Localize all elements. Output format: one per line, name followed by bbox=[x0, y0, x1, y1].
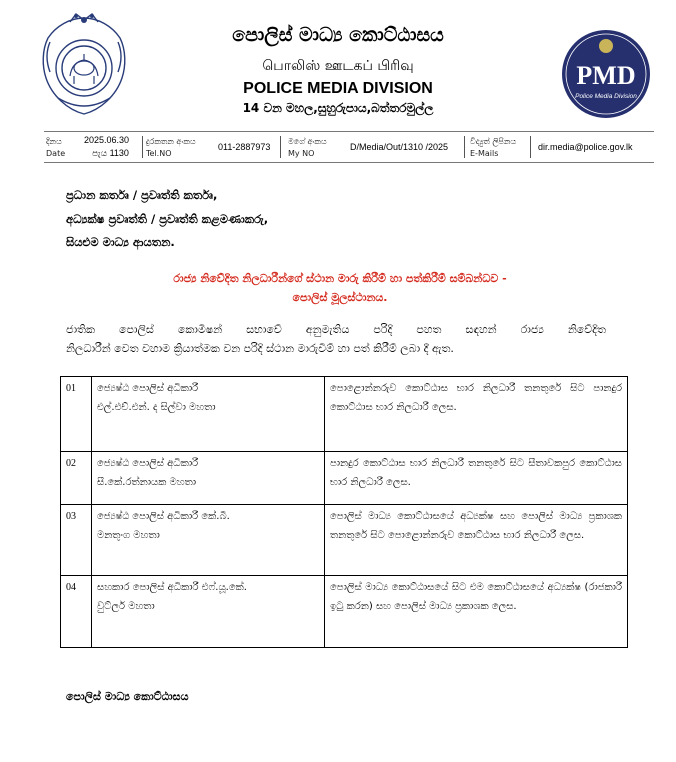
addressee-line: සියළුම මාධ්‍ය ආයතන. bbox=[66, 235, 175, 249]
date-value: 2025.06.30 bbox=[84, 135, 130, 145]
officer-cell bbox=[92, 505, 325, 576]
officer-name: එල්.එච්.එන්. ද සිල්වා මහතා bbox=[97, 402, 216, 413]
divider bbox=[142, 136, 143, 158]
divider bbox=[530, 136, 531, 158]
my-no-label-en: My NO bbox=[288, 149, 315, 158]
email-value: dir.media@police.gov.lk bbox=[538, 142, 633, 152]
signature-block: පොලිස් මාධ්‍ය කොට්ඨාසය bbox=[66, 690, 189, 703]
officer-cell bbox=[92, 452, 325, 505]
divider bbox=[464, 136, 465, 158]
subject-line: පොලිස් මූලස්ථානය. bbox=[292, 291, 388, 304]
officer-rank: ජ්‍යෙෂ්ඨ පොලිස් අධිකාරී කේ.බී. bbox=[97, 511, 230, 522]
officer-name: සී.කේ.රත්නායක මහතා bbox=[97, 477, 197, 488]
body-line: නිලධාරීන් වෙත වහාම ක්‍රියාත්මක වන පරිදි ස්ථාන මාරුවීම් හා පත් කිරීම් ලබා දී ඇත. bbox=[66, 342, 454, 355]
tel-label-en: Tel.NO bbox=[146, 149, 172, 158]
addressee-line: අධ්‍යක්ෂ ප්‍රවෘත්ති / ප්‍රවෘත්ති කළමණාකරු, bbox=[66, 212, 269, 226]
destination-cell: පොලිස් මාධ්‍ය කොට්ඨාසයේ සිට එම කොට්ඨාසයේ අධ්‍යක්ෂ (රාජකාරී ඉටු කරන) සහ පොලිස් මාධ්‍ය ප්‍රකාශක ලෙස. bbox=[325, 576, 628, 648]
date-label-en: Date bbox=[46, 149, 66, 158]
officer-name: මනතුංග මහතා bbox=[97, 530, 160, 541]
officer-rank: ජ්‍යෙෂ්ඨ පොලිස් අධිකාරී bbox=[97, 458, 199, 469]
table-row bbox=[61, 576, 628, 648]
table-row bbox=[61, 505, 628, 576]
body-line: ජාතික පොලිස් කොමිෂන් සභාවේ අනුමැතිය පරිදි පහත සඳහන් රාජ්‍ය නිවේදිත bbox=[66, 323, 606, 336]
destination-cell: පොලිස් මාධ්‍ය කොට්ඨාසයේ අධ්‍යක්ෂ සහ පොලිස් මාධ්‍ය ප්‍රකාශක තනතුරේ සිට පොළොන්නරුව කොට්ඨාස භාර නිලධාරී ලෙස. bbox=[325, 505, 628, 576]
tel-label-si: දුරකතන අංකය bbox=[146, 137, 196, 146]
row-number: 03 bbox=[61, 505, 92, 576]
tel-value: 011-2887973 bbox=[218, 142, 271, 152]
subject-line: රාජ්‍ය නිවේදිත නිලධාරීන්ගේ ස්ථාන මාරු කිරීම් හා පත්කිරීම් සම්බන්ධව - bbox=[173, 272, 507, 285]
title-tamil: பொலிஸ் ஊடகப் பிரிவு bbox=[262, 58, 414, 74]
time-value: පැය 1130 bbox=[92, 148, 129, 158]
addressee-line: ප්‍රධාන කර්තෘ / ප්‍රවෘත්ති කර්තෘ, bbox=[66, 188, 218, 202]
officer-cell bbox=[92, 377, 325, 452]
title-english: POLICE MEDIA DIVISION bbox=[243, 80, 433, 97]
transfers-table bbox=[60, 376, 628, 648]
title-sinhala: පොලිස් මාධ්‍ය කොට්ඨාසය bbox=[232, 24, 444, 46]
table-row bbox=[61, 452, 628, 505]
pmd-logo-icon bbox=[560, 28, 652, 120]
my-no-label-si: මගේ අංකය bbox=[288, 137, 327, 146]
police-emblem-icon bbox=[40, 12, 128, 118]
officer-cell bbox=[92, 576, 325, 648]
row-number: 02 bbox=[61, 452, 92, 505]
table-row bbox=[61, 377, 628, 452]
email-label-si: විද්‍යුත් ලිපිනය bbox=[470, 137, 517, 146]
pmd-logo-text: PMD bbox=[576, 61, 636, 90]
reference-info-bar bbox=[44, 131, 654, 163]
divider bbox=[280, 136, 281, 158]
row-number: 04 bbox=[61, 576, 92, 648]
destination-cell: පානදුර කොට්ඨාස භාර නිලධාරී තනතුරේ සිට සීතාවකපුර කොට්ඨාස භාර නිලධාරී ලෙස. bbox=[325, 452, 628, 505]
officer-rank: සහකාර පොලිස් අධිකාරී එෆ්.යූ.කේ. bbox=[97, 582, 247, 593]
officer-rank: ජ්‍යෙෂ්ඨ පොලිස් අධිකාරී bbox=[97, 383, 199, 394]
pmd-logo-subtext: Police Media Division bbox=[575, 93, 637, 100]
date-label-si: දිනය bbox=[46, 137, 62, 146]
officer-name: වුට්ලර් මහතා bbox=[97, 601, 155, 612]
body-paragraph bbox=[66, 320, 606, 358]
email-label-en: E-Mails bbox=[470, 149, 499, 158]
destination-cell: පොළොන්නරුව කොට්ඨාස භාර නිලධාරී තනතුරේ සිට පානදුර කොට්ඨාස භාර නිලධාරී ලෙස. bbox=[325, 377, 628, 452]
tel-cell bbox=[146, 132, 276, 162]
my-no-value: D/Media/Out/1310 /2025 bbox=[350, 142, 449, 152]
email-cell bbox=[468, 132, 654, 162]
address: 14 වන මහල,සුහුරුපාය,බත්තරමුල්ල bbox=[242, 101, 434, 115]
letterhead bbox=[0, 0, 676, 130]
row-number: 01 bbox=[61, 377, 92, 452]
